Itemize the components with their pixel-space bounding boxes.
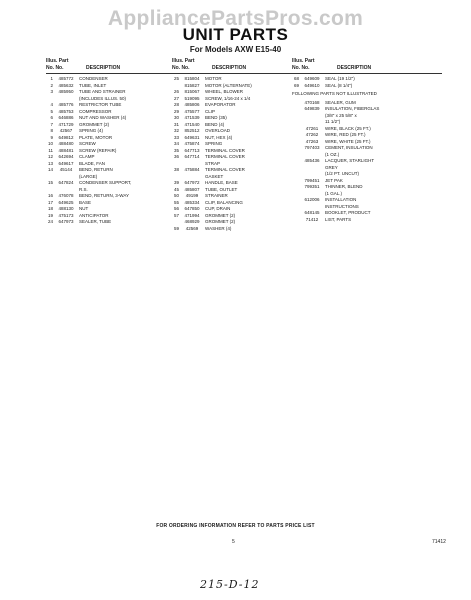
part-number: 647850 <box>184 206 200 211</box>
header-rule <box>292 73 442 74</box>
part-description: GROMMET (2) <box>79 121 110 127</box>
illus-number: 26 <box>173 89 179 94</box>
part-description: (3/8" x 25 5/8" x <box>325 112 357 118</box>
part-number: 471540 <box>184 121 200 127</box>
part-description: (INCLUDES ILLUS. 50) <box>79 95 127 101</box>
illus-number: 6 <box>50 115 53 120</box>
header-no: No. No. <box>46 65 64 71</box>
part-description: TERMINAL COVER <box>205 154 245 159</box>
part-number: 647714 <box>184 154 200 159</box>
column-header <box>172 58 310 76</box>
illus-number: 33 <box>173 134 179 140</box>
ordering-footer: FOR ORDERING INFORMATION REFER TO PARTS PRICE LIST <box>156 523 315 529</box>
part-number: 646886 <box>58 115 74 120</box>
part-description: CLAMP <box>79 154 95 159</box>
part-number: 815067 <box>184 89 200 94</box>
part-description: TERMINAL COVER <box>205 167 245 172</box>
part-number: 647824 <box>58 180 74 185</box>
part-number: 485776 <box>58 102 74 107</box>
part-number: 797403 <box>304 145 320 150</box>
illus-number: 2 <box>50 82 53 88</box>
part-description: GASKET <box>205 173 224 179</box>
parts-list <box>46 76 184 226</box>
part-description: WIRE, RED (25 FT.) <box>325 132 366 137</box>
part-description: CONDENSER SUPPORT, <box>79 180 132 185</box>
illus-number: 25 <box>173 76 179 81</box>
part-number: 47261 <box>305 125 319 131</box>
illus-number: 13 <box>47 160 53 166</box>
part-description: INSTRUCTIONS <box>325 203 359 209</box>
part-number: 799351 <box>304 184 320 189</box>
part-description: WIRE, WHITE (25 FT.) <box>325 138 371 144</box>
parts-column-3 <box>292 58 442 223</box>
part-description: EVAPORATOR <box>205 102 236 107</box>
part-number: 485807 <box>184 186 200 192</box>
header-description: DESCRIPTION <box>86 65 121 71</box>
part-description: BEND (35) <box>205 115 227 120</box>
illus-number: 31 <box>173 121 179 127</box>
part-description: WHEEL, BLOWER <box>205 89 244 94</box>
illus-number: 1 <box>50 76 53 81</box>
part-number: 475173 <box>58 212 74 218</box>
part-description: PLATE, MOTOR <box>79 134 113 140</box>
part-number: 799451 <box>304 177 320 183</box>
part-description: BOOKLET, PRODUCT <box>325 210 371 215</box>
part-description: RESTRICTOR TUBE <box>79 102 122 107</box>
illus-number: 14 <box>47 167 53 172</box>
section-heading-not-illustrated: FOLLOWING PARTS NOT ILLUSTRATED <box>292 91 377 96</box>
part-description: OVERLOAD <box>205 128 231 133</box>
part-description: GROMMET (2) <box>205 219 236 224</box>
illus-number: 24 <box>47 219 53 224</box>
part-row <box>46 219 184 226</box>
part-row <box>292 83 442 90</box>
part-number: 42567 <box>59 128 73 133</box>
parts-column-1 <box>46 58 184 226</box>
part-number: 485772 <box>58 76 74 81</box>
part-description: SEAL (8 1/4") <box>325 82 353 88</box>
illus-number: 16 <box>47 193 53 198</box>
part-number: 612006 <box>304 197 320 202</box>
part-description: SEALER, TUBE <box>79 219 112 224</box>
illus-number: 7 <box>50 121 53 127</box>
illus-number: 56 <box>173 206 179 211</box>
part-description: SPRING (4) <box>79 128 104 133</box>
part-number: 649812 <box>58 134 74 140</box>
header-illus-part: Illus. Part <box>172 58 195 64</box>
part-description: SPRING <box>205 141 223 146</box>
header-illus-part: Illus. Part <box>46 58 69 64</box>
page-title: UNIT PARTS <box>182 25 289 44</box>
part-description: CONDENSER <box>79 76 108 81</box>
part-description: TUBE AND STRAINER <box>79 89 126 94</box>
form-number: 71412 <box>432 539 446 545</box>
part-number: 649609 <box>304 76 320 81</box>
illus-number: 18 <box>47 206 53 211</box>
watermark: AppliancePartsPros.com <box>107 7 364 30</box>
column-header <box>46 58 184 76</box>
header-description: DESCRIPTION <box>212 65 247 71</box>
part-description: CEMENT, INSULATION <box>325 145 373 150</box>
illus-number: 11 <box>48 147 53 153</box>
parts-list-not-illustrated <box>292 100 442 224</box>
parts-list <box>292 76 442 89</box>
header-description: DESCRIPTION <box>337 65 372 71</box>
part-number: 485950 <box>58 89 74 94</box>
part-description: MOTOR <box>205 76 222 81</box>
part-description: (1 GAL.) <box>325 190 343 196</box>
part-number: 649631 <box>184 134 200 140</box>
part-number: 647973 <box>58 219 74 224</box>
header-rule <box>46 73 184 74</box>
part-number: 471539 <box>184 115 200 120</box>
illus-number: 45 <box>173 186 179 192</box>
part-number: 42569 <box>185 225 199 231</box>
part-description: BLADE, FAN <box>79 160 106 166</box>
part-number: 475874 <box>184 141 200 146</box>
part-description: LACQUER, STARLIGHT <box>325 158 375 163</box>
illus-number: 29 <box>173 108 179 114</box>
illus-number: 30 <box>173 115 179 120</box>
part-number: 468929 <box>184 219 200 224</box>
parts-column-2 <box>172 58 310 232</box>
part-description: NUT <box>79 206 89 211</box>
part-description: (LARGE) <box>79 173 98 179</box>
illus-number: 50 <box>173 193 179 198</box>
illus-number: 4 <box>50 102 53 107</box>
illus-number: 28 <box>173 102 179 107</box>
illus-number: 32 <box>173 128 179 133</box>
part-number: 71412 <box>305 216 319 222</box>
part-number: 485334 <box>184 199 200 205</box>
part-description: SCREW, 1/16-24 x 1/4 <box>205 95 251 101</box>
part-number: 488130 <box>58 206 74 211</box>
part-description: THINNER, BLEND <box>325 184 363 189</box>
part-description: SCREW (REPAIR) <box>79 147 117 153</box>
illus-number: 3 <box>50 89 53 94</box>
part-description: LIST, PARTS <box>325 216 352 222</box>
part-number: 488480 <box>58 141 74 146</box>
part-description: TUBE, INLET <box>79 82 107 88</box>
part-description: WASHER (4) <box>205 225 232 231</box>
page-number: 5 <box>232 539 235 545</box>
part-number: 647972 <box>184 180 200 185</box>
illus-number: 27 <box>173 95 179 101</box>
part-number: 648145 <box>304 210 320 215</box>
part-number: 45144 <box>59 167 73 172</box>
part-description: CUP, DRAIN <box>205 206 231 211</box>
illus-number: 15 <box>47 180 53 185</box>
part-number: 649610 <box>304 82 320 88</box>
part-number: 47263 <box>305 138 319 144</box>
part-description: R.S. <box>79 186 88 192</box>
part-number: 649625 <box>58 199 74 205</box>
part-description: STRAINER <box>205 193 228 198</box>
part-number: 642694 <box>58 154 74 159</box>
illus-number: 8 <box>50 128 53 133</box>
part-number: 475884 <box>184 167 200 172</box>
part-description: BASE <box>79 199 92 205</box>
part-description: BEND, RETURN, 3-WAY <box>79 193 130 198</box>
illus-number: 36 <box>173 154 179 159</box>
illus-number: 35 <box>173 147 179 153</box>
part-number: 649617 <box>58 160 74 166</box>
part-description: CLIP <box>205 108 216 114</box>
part-description: CLIP, BALANCING <box>205 199 243 205</box>
illus-number: 68 <box>293 76 299 81</box>
column-header <box>292 58 442 76</box>
illus-number: 38 <box>173 167 179 172</box>
part-description: (1/2 PT. UNCUT) <box>325 171 360 176</box>
part-description: MOTOR (ALTERNATE) <box>205 82 252 88</box>
part-description: INSTALLATION <box>325 197 357 202</box>
illus-number: 19 <box>47 212 53 218</box>
illus-number: 57 <box>173 212 179 218</box>
illus-number <box>292 217 299 224</box>
illus-number: 39 <box>173 180 179 185</box>
part-number: 476078 <box>58 193 74 198</box>
header-rule <box>172 73 310 74</box>
part-number: 47262 <box>305 132 319 137</box>
part-row <box>172 226 310 233</box>
part-description: BEND (4) <box>205 121 225 127</box>
page-subtitle: For Models AXW E15-40 <box>189 45 282 54</box>
part-description: ANTICIPATOR <box>79 212 109 218</box>
part-description: INSULATION, FIBERGLAS <box>325 106 380 111</box>
part-number: 475577 <box>184 108 200 114</box>
illus-number: 9 <box>50 134 53 140</box>
part-description: BEND, RETURN <box>79 167 113 172</box>
part-description: SEALER, GUM <box>325 99 356 105</box>
illus-number: 5 <box>50 108 53 114</box>
part-number: 485753 <box>58 108 74 114</box>
header-illus-part: Illus. Part <box>292 58 315 64</box>
part-number: 49199 <box>185 193 199 198</box>
parts-list <box>172 76 310 232</box>
part-number: 649839 <box>304 106 320 111</box>
part-description: GROMMET (2) <box>205 212 236 218</box>
illus-number: 59 <box>173 225 179 231</box>
part-description: COMPRESSOR <box>79 108 112 114</box>
illus-number: 17 <box>47 199 53 205</box>
part-number: 488481 <box>58 147 74 153</box>
illus-number: 69 <box>293 82 299 88</box>
part-description: GREY <box>325 164 338 170</box>
part-number: 815804 <box>184 76 200 81</box>
header-no: No. No. <box>172 65 190 71</box>
part-number: 485436 <box>304 158 320 163</box>
part-number: 470168 <box>304 99 320 105</box>
part-number: 519095 <box>184 95 200 101</box>
illus-number: 12 <box>47 154 53 159</box>
part-description: WIRE, BLACK (25 FT.) <box>325 125 371 131</box>
illus-number: 34 <box>173 141 179 146</box>
header-no: No. No. <box>292 65 310 71</box>
part-number: 471994 <box>184 212 200 218</box>
part-description: TUBE, OUTLET <box>205 186 238 192</box>
part-description: HANDLE, BASE <box>205 180 238 185</box>
part-description: SEAL (19 1/2") <box>325 76 355 81</box>
part-number: 647713 <box>184 147 200 153</box>
part-row <box>292 217 442 224</box>
part-description: (1 OZ.) <box>325 151 340 157</box>
part-number: 485806 <box>184 102 200 107</box>
part-description: NUT AND WASHER (4) <box>79 115 127 120</box>
part-description: STRAP <box>205 160 221 166</box>
part-description: NUT, HEX (4) <box>205 134 233 140</box>
part-description: JET PAK <box>325 177 343 183</box>
part-description: SCREW <box>79 141 96 146</box>
part-description: 11 1/2") <box>325 119 341 124</box>
part-description: TERMINAL COVER <box>205 147 245 153</box>
part-number: 815827 <box>184 82 200 88</box>
handwritten-note: 215-D-12 <box>200 578 260 591</box>
part-number: 471729 <box>58 121 74 127</box>
illus-number: 10 <box>47 141 53 146</box>
part-number: 852512 <box>184 128 200 133</box>
illus-number: 55 <box>173 199 179 205</box>
part-number: 485632 <box>58 82 74 88</box>
